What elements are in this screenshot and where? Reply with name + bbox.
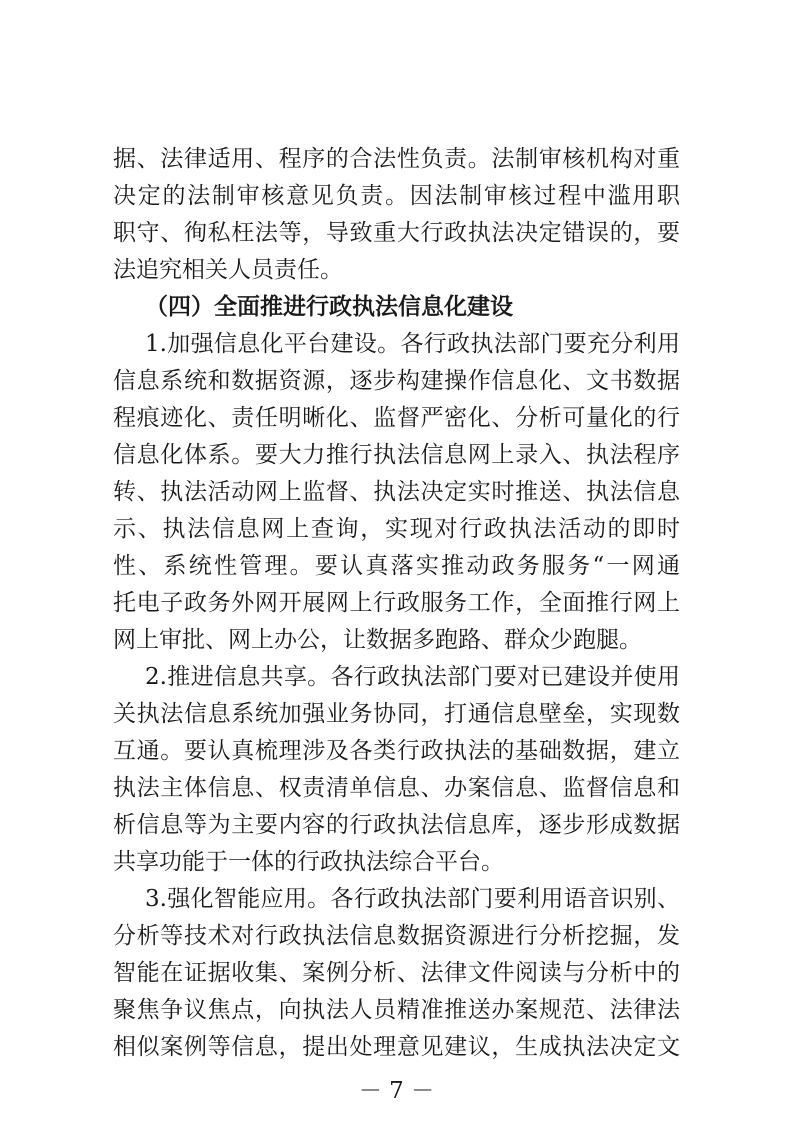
text-line: 析信息等为主要内容的行政执法信息库，逐步形成数据: [113, 812, 680, 838]
text-line: 性、系统性管理。要认真落实推动政务服务“一网通: [113, 553, 680, 579]
text-line: 网上审批、网上办公，让数据多跑路、群众少跑腿。: [113, 627, 642, 653]
text-line: 职守、徇私枉法等，导致重大行政执法决定错误的，要: [113, 220, 680, 246]
text-line: 执法主体信息、权责清单信息、办案信息、监督信息和: [113, 775, 680, 801]
text-line: 互通。要认真梳理涉及各类行政执法的基础数据，建立: [113, 738, 680, 764]
text-line: 法追究相关人员责任。: [113, 257, 343, 283]
text-line: 示、执法信息网上查询，实现对行政执法活动的即时: [113, 516, 680, 542]
text-line: 托电子政务外网开展网上行政服务工作，全面推行网上: [113, 590, 680, 616]
text-line: 信息化体系。要大力推行执法信息网上录入、执法程序: [113, 442, 680, 468]
text-line: 关执法信息系统加强业务协同，打通信息壁垒，实现数: [113, 701, 680, 727]
section-heading: （四）全面推进行政执法信息化建设: [145, 294, 513, 320]
text-line: 相似案例等信息，提出处理意见建议，生成执法决定文: [113, 1034, 680, 1060]
text-line: 程痕迹化、责任明晰化、监督严密化、分析可量化的行: [113, 405, 680, 431]
text-line: 智能在证据收集、案例分析、法律文件阅读与分析中的: [113, 960, 680, 986]
text-line: 信息系统和数据资源，逐步构建操作信息化、文书数据: [113, 368, 680, 394]
text-line: 据、法律适用、程序的合法性负责。法制审核机构对重: [113, 146, 680, 172]
text-line: 1.加强信息化平台建设。各行政执法部门要充分利用: [145, 331, 680, 357]
text-line: 3.强化智能应用。各行政执法部门要利用语音识别、: [145, 886, 680, 912]
text-line: 聚焦争议焦点，向执法人员精准推送办案规范、法律法: [113, 997, 680, 1023]
text-line: 分析等技术对行政执法信息数据资源进行分析挖掘，发: [113, 923, 680, 949]
page-number: － 7 －: [358, 1078, 435, 1104]
text-line: 2.推进信息共享。各行政执法部门要对已建设并使用: [145, 664, 680, 690]
text-line: 共享功能于一体的行政执法综合平台。: [113, 849, 504, 875]
text-line: 转、执法活动网上监督、执法决定实时推送、执法信息: [113, 479, 680, 505]
text-line: 决定的法制审核意见负责。因法制审核过程中滥用职: [113, 183, 680, 209]
